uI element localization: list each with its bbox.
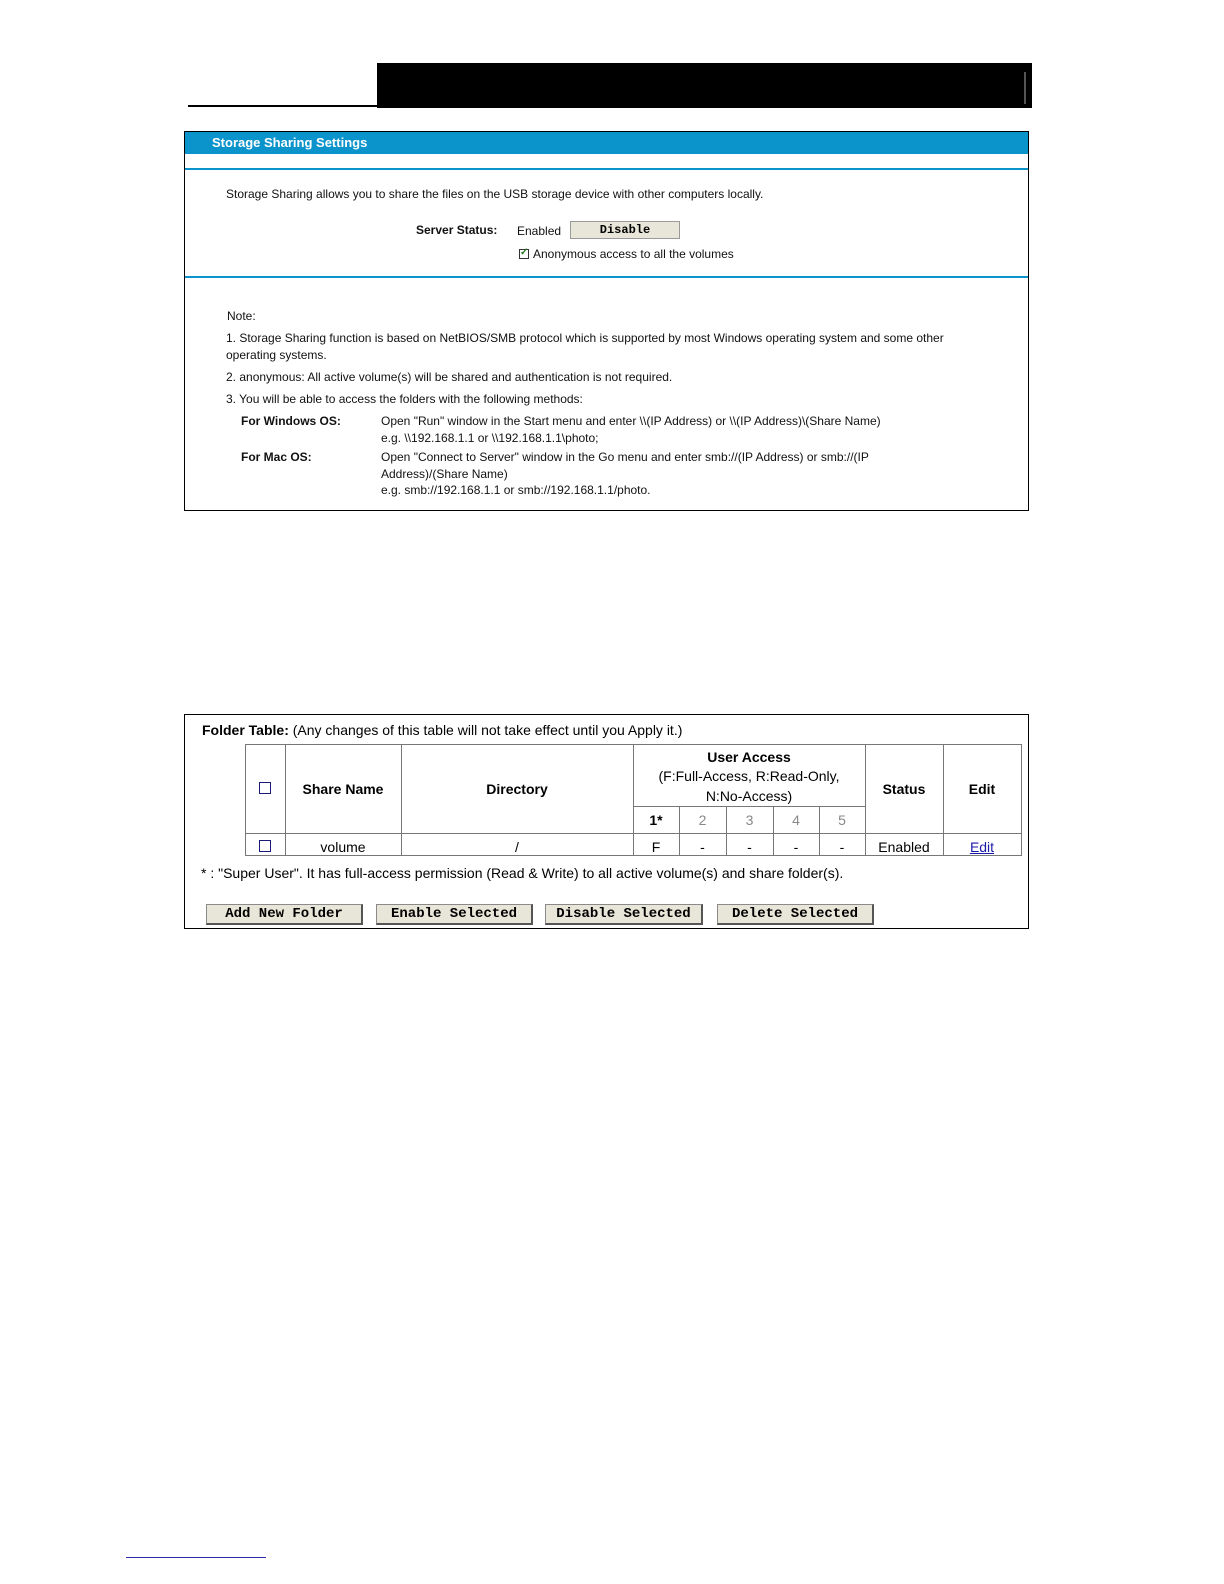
intro-text: Storage Sharing allows you to share the files on the USB storage device with other computers locally.: [226, 187, 764, 201]
folder-table-panel: [184, 714, 1029, 929]
header-user-4: 4: [792, 812, 800, 828]
row-checkbox[interactable]: [259, 840, 271, 852]
note-3: 3. You will be able to access the folders with the following methods:: [226, 392, 583, 406]
row-access-5: -: [839, 839, 845, 855]
row-access-3: -: [747, 839, 752, 855]
header-user-access: User Access: [707, 749, 791, 765]
table-vline: [1021, 744, 1022, 856]
header-share-name: Share Name: [302, 781, 384, 797]
header-user-5: 5: [838, 812, 846, 828]
windows-label: For Windows OS:: [241, 414, 341, 428]
row-share-name: volume: [320, 839, 366, 855]
note-2: 2. anonymous: All active volume(s) will be shared and authentication is not required.: [226, 370, 673, 384]
anonymous-label: Anonymous access to all the volumes: [533, 247, 734, 261]
folder-table-title: [202, 722, 682, 738]
disable-button[interactable]: Disable: [570, 221, 680, 239]
select-all-checkbox[interactable]: [259, 782, 271, 794]
user-access-divider: [633, 806, 865, 807]
windows-line2: e.g. \\192.168.1.1 or \\192.168.1.1\photo;: [381, 431, 599, 445]
row-access-2: -: [700, 839, 705, 855]
divider: [185, 168, 1028, 170]
mac-line1: Open "Connect to Server" window in the Go menu and enter smb://(IP Address) or smb://(IP: [381, 450, 869, 464]
windows-line1: Open "Run" window in the Start menu and enter \\(IP Address) or \\(IP Address)\(Share Name): [381, 414, 881, 428]
row-access-1: F: [651, 839, 661, 855]
header-rule: [188, 105, 380, 107]
header-status: Status: [882, 781, 926, 797]
row-edit-link[interactable]: Edit: [969, 839, 995, 855]
mac-line3: e.g. smb://192.168.1.1 or smb://192.168.1.1/photo.: [381, 483, 651, 497]
panel-title: Storage Sharing Settings: [185, 132, 1028, 154]
footer-link-rule: [126, 1557, 266, 1558]
server-status-value: Enabled: [517, 224, 562, 238]
header-user-1: 1*: [649, 812, 663, 828]
header-user-3: 3: [745, 812, 754, 828]
header-directory: Directory: [486, 781, 548, 797]
server-status-label: Server Status:: [416, 223, 498, 237]
anonymous-checkbox[interactable]: [519, 249, 529, 259]
disable-selected-button[interactable]: Disable Selected: [545, 904, 703, 925]
storage-sharing-panel: [184, 131, 1029, 511]
enable-selected-button[interactable]: Enable Selected: [376, 904, 533, 925]
delete-selected-button[interactable]: Delete Selected: [717, 904, 874, 925]
header-edit: Edit: [968, 781, 996, 797]
folder-table-title-rest: (Any changes of this table will not take effect until you Apply it.): [292, 722, 683, 738]
header-user-access-sub1: (F:Full-Access, R:Read-Only,: [658, 768, 840, 784]
super-user-footnote: * : "Super User". It has full-access permission (Read & Write) to all active volume(s) and share folder(s).: [201, 865, 844, 881]
note-1a: 1. Storage Sharing function is based on NetBIOS/SMB protocol which is supported by most Windows operating system and some other: [226, 331, 944, 345]
mac-label: For Mac OS:: [241, 450, 312, 464]
note-heading: Note:: [227, 309, 256, 323]
note-1b: operating systems.: [226, 348, 327, 362]
header-tick: [1024, 72, 1026, 104]
row-status: Enabled: [878, 839, 930, 855]
table-vline: [245, 744, 246, 856]
divider: [185, 276, 1028, 278]
row-directory: /: [515, 839, 519, 855]
row-access-4: -: [793, 839, 799, 855]
folder-table-title-bold: Folder Table:: [202, 722, 289, 738]
header-band: [377, 63, 1032, 108]
mac-line2: Address)/(Share Name): [381, 467, 508, 481]
add-new-folder-button[interactable]: Add New Folder: [206, 904, 363, 925]
header-user-access-sub2: N:No-Access): [705, 788, 793, 804]
header-user-2: 2: [698, 812, 707, 828]
